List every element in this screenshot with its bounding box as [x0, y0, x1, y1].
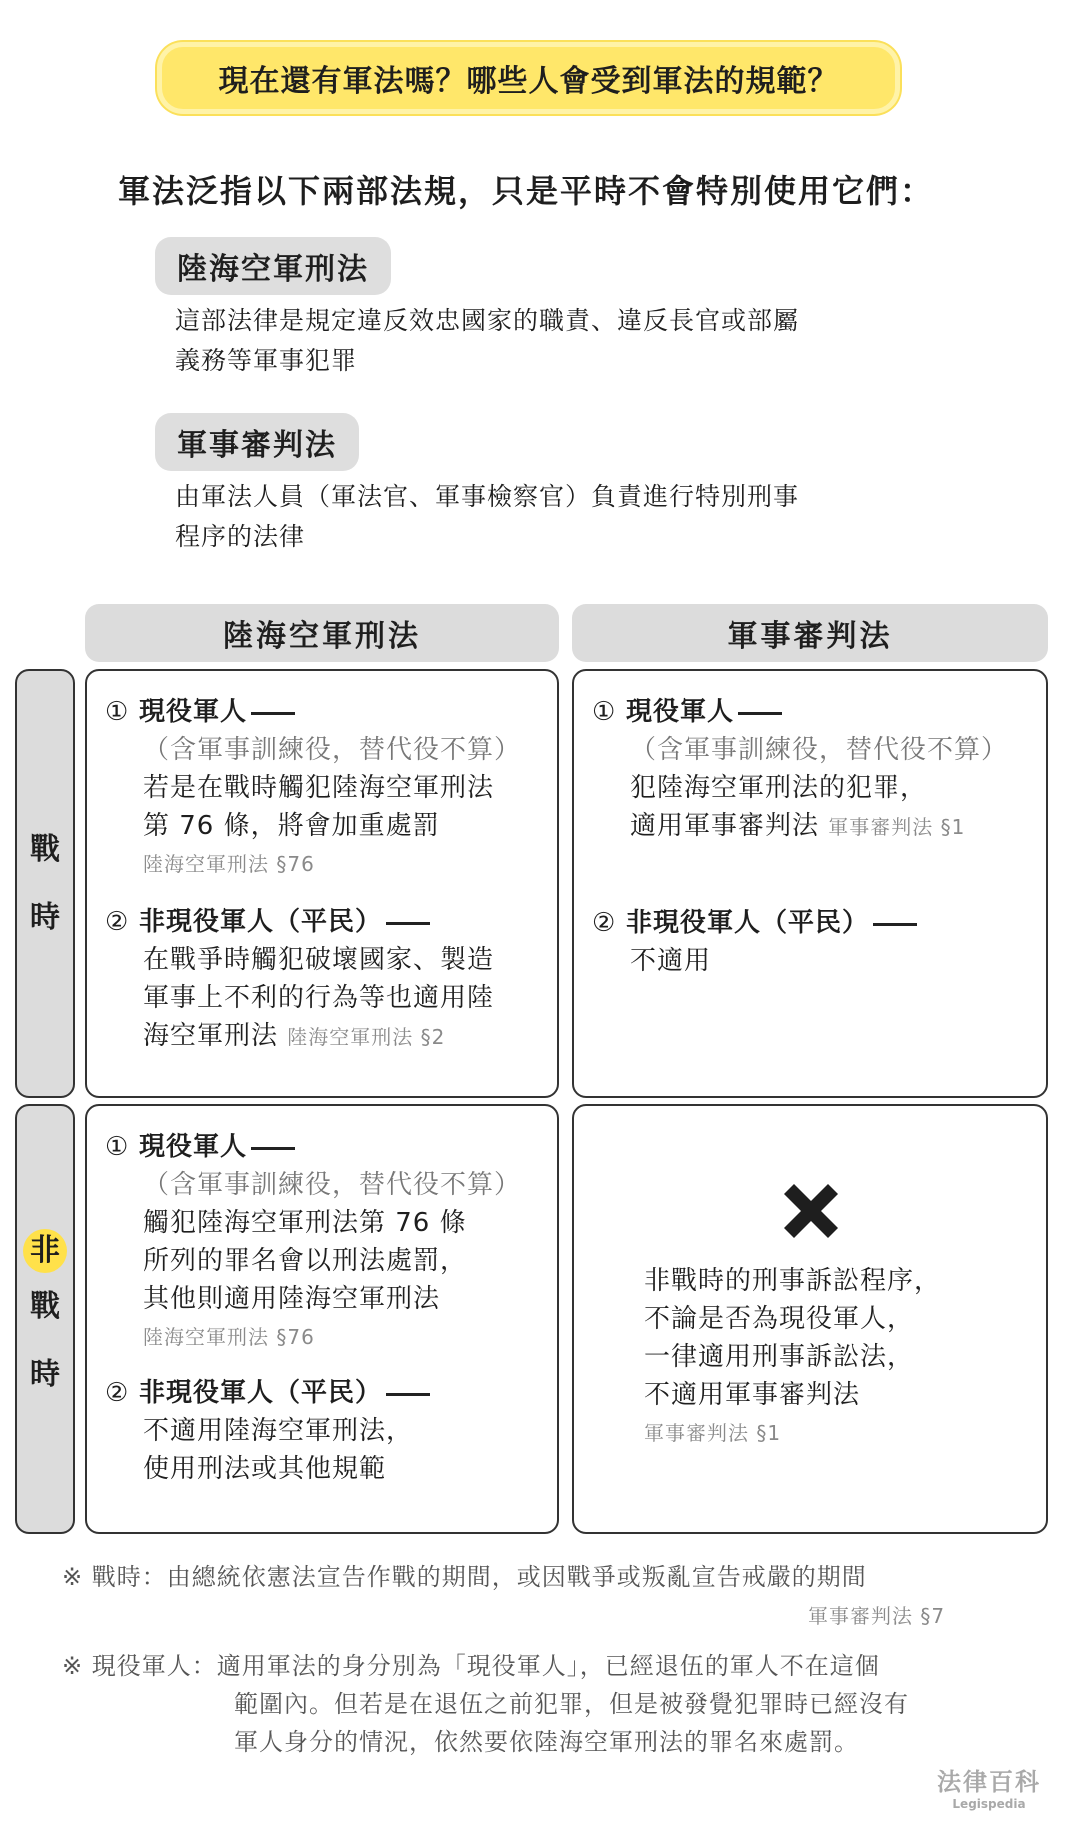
item-active-soldier: [592, 693, 1032, 846]
item-active-soldier: [105, 693, 543, 883]
dash-divider: [873, 923, 917, 926]
item-line: 適用軍事審判法: [630, 811, 820, 841]
footnote-citation: 軍事審判法 §7: [808, 1604, 946, 1628]
item-number: ①: [105, 1132, 130, 1162]
row-label-peacetime: [15, 1104, 75, 1534]
item-line: 第 76 條，將會加重處罰: [143, 811, 440, 841]
column-header-trial: [572, 604, 1048, 662]
item-line: 不適用: [630, 946, 712, 976]
item-line: 在戰爭時觸犯破壞國家、製造: [143, 945, 495, 975]
desc-line: 義務等軍事犯罪: [175, 346, 358, 375]
row-label-char: 時: [30, 899, 60, 935]
item-line: 海空軍刑法: [143, 1021, 279, 1051]
note-label: 現役軍人：: [91, 1652, 217, 1680]
item-line: 觸犯陸海空軍刑法第 76 條: [143, 1208, 467, 1238]
item-heading: 非現役軍人（平民）: [139, 1378, 383, 1408]
item-civilian: [105, 903, 543, 1056]
dash-divider: [251, 712, 295, 715]
item-number: ①: [105, 697, 130, 727]
row-label-char: 戰: [30, 1289, 60, 1324]
logo-chinese: 法律百科: [937, 1768, 1041, 1796]
note-line: 適用軍法的身分別為「現役軍人」，已經退伍的軍人不在這個: [216, 1652, 880, 1680]
column-header-text: 軍事審判法: [727, 619, 893, 654]
item-number: ①: [592, 697, 617, 727]
note-line: 軍人身分的情況，依然要依陸海空軍刑法的罪名來處罰。: [234, 1728, 859, 1756]
row-label-char: 戰: [30, 831, 60, 867]
row-label-char: 時: [30, 1357, 60, 1392]
law-desc-criminal: [175, 301, 799, 381]
item-line: 不適用陸海空軍刑法，: [143, 1416, 414, 1446]
item-note: （含軍事訓練役，替代役不算）: [143, 1170, 522, 1200]
item-line: 非戰時的刑事訴訟程序，: [644, 1266, 942, 1296]
column-header-criminal: [85, 604, 559, 662]
dash-divider: [386, 922, 430, 925]
law-desc-trial: [175, 477, 799, 557]
note-mark: ※: [62, 1563, 84, 1591]
item-number: ②: [105, 1378, 130, 1408]
dash-divider: [251, 1147, 295, 1150]
note-mark: ※: [62, 1652, 84, 1680]
item-civilian: [105, 1374, 543, 1488]
x-mark-icon: [778, 1178, 844, 1244]
item-line: 使用刑法或其他規範: [143, 1454, 387, 1484]
desc-line: 程序的法律: [175, 522, 306, 551]
page-title: [157, 42, 900, 114]
item-line: 其他則適用陸海空軍刑法: [143, 1284, 441, 1314]
item-line: 不適用軍事審判法: [644, 1380, 861, 1410]
footnote-wartime: [62, 1558, 867, 1596]
column-header-text: 陸海空軍刑法: [223, 619, 421, 654]
dash-divider: [386, 1393, 430, 1396]
item-heading: 非現役軍人（平民）: [139, 907, 383, 937]
item-citation: 陸海空軍刑法 §2: [287, 1025, 446, 1049]
footnote-active-soldier: [62, 1647, 909, 1761]
cell-peacetime-trial: [572, 1104, 1048, 1534]
item-number: ②: [592, 908, 617, 938]
item-line: 犯陸海空軍刑法的犯罪，: [630, 773, 928, 803]
brand-logo: [937, 1762, 1041, 1811]
item-citation: 陸海空軍刑法 §76: [143, 852, 315, 876]
desc-line: 由軍法人員（軍法官、軍事檢察官）負責進行特別刑事: [175, 482, 800, 511]
item-line: 軍事上不利的行為等也適用陸: [143, 983, 495, 1013]
row-label-highlight-char: 非: [23, 1229, 67, 1273]
item-citation: 陸海空軍刑法 §76: [143, 1325, 315, 1349]
cell-peacetime-criminal: [85, 1104, 559, 1534]
peacetime-trial-text: [644, 1262, 941, 1452]
item-line: 若是在戰時觸犯陸海空軍刑法: [143, 773, 495, 803]
law-name: 陸海空軍刑法: [177, 252, 369, 287]
item-note: （含軍事訓練役，替代役不算）: [630, 735, 1009, 765]
item-number: ②: [105, 907, 130, 937]
item-civilian: [592, 904, 1032, 980]
dash-divider: [738, 712, 782, 715]
item-line: 不論是否為現役軍人，: [644, 1304, 915, 1334]
cell-wartime-trial: [572, 669, 1048, 1098]
row-label-wartime: [15, 669, 75, 1098]
law-name: 軍事審判法: [177, 428, 337, 463]
item-heading: 現役軍人: [139, 697, 248, 727]
item-note: （含軍事訓練役，替代役不算）: [143, 735, 522, 765]
desc-line: 這部法律是規定違反效忠國家的職責、違反長官或部屬: [175, 306, 800, 335]
law-tag-criminal: [155, 237, 391, 295]
item-citation: 軍事審判法 §1: [644, 1421, 782, 1445]
item-heading: 非現役軍人（平民）: [626, 908, 870, 938]
intro-text: 軍法泛指以下兩部法規，只是平時不會特別使用它們：: [118, 172, 935, 210]
title-text: 現在還有軍法嗎？哪些人會受到軍法的規範？: [218, 64, 839, 99]
law-tag-trial: [155, 413, 359, 471]
cell-wartime-criminal: [85, 669, 559, 1098]
logo-english: Legispedia: [952, 1797, 1026, 1811]
note-label: 戰時：: [91, 1563, 167, 1591]
item-active-soldier: [105, 1128, 543, 1356]
item-heading: 現役軍人: [626, 697, 735, 727]
item-line: 所列的罪名會以刑法處罰，: [143, 1246, 468, 1276]
item-citation: 軍事審判法 §1: [828, 815, 966, 839]
item-line: 一律適用刑事訴訟法，: [644, 1342, 915, 1372]
note-line: 範圍內。但若是在退伍之前犯罪，但是被發覺犯罪時已經沒有: [234, 1690, 909, 1718]
note-text: 由總統依憲法宣告作戰的期間，或因戰爭或叛亂宣告戒嚴的期間: [166, 1563, 867, 1591]
item-heading: 現役軍人: [139, 1132, 248, 1162]
